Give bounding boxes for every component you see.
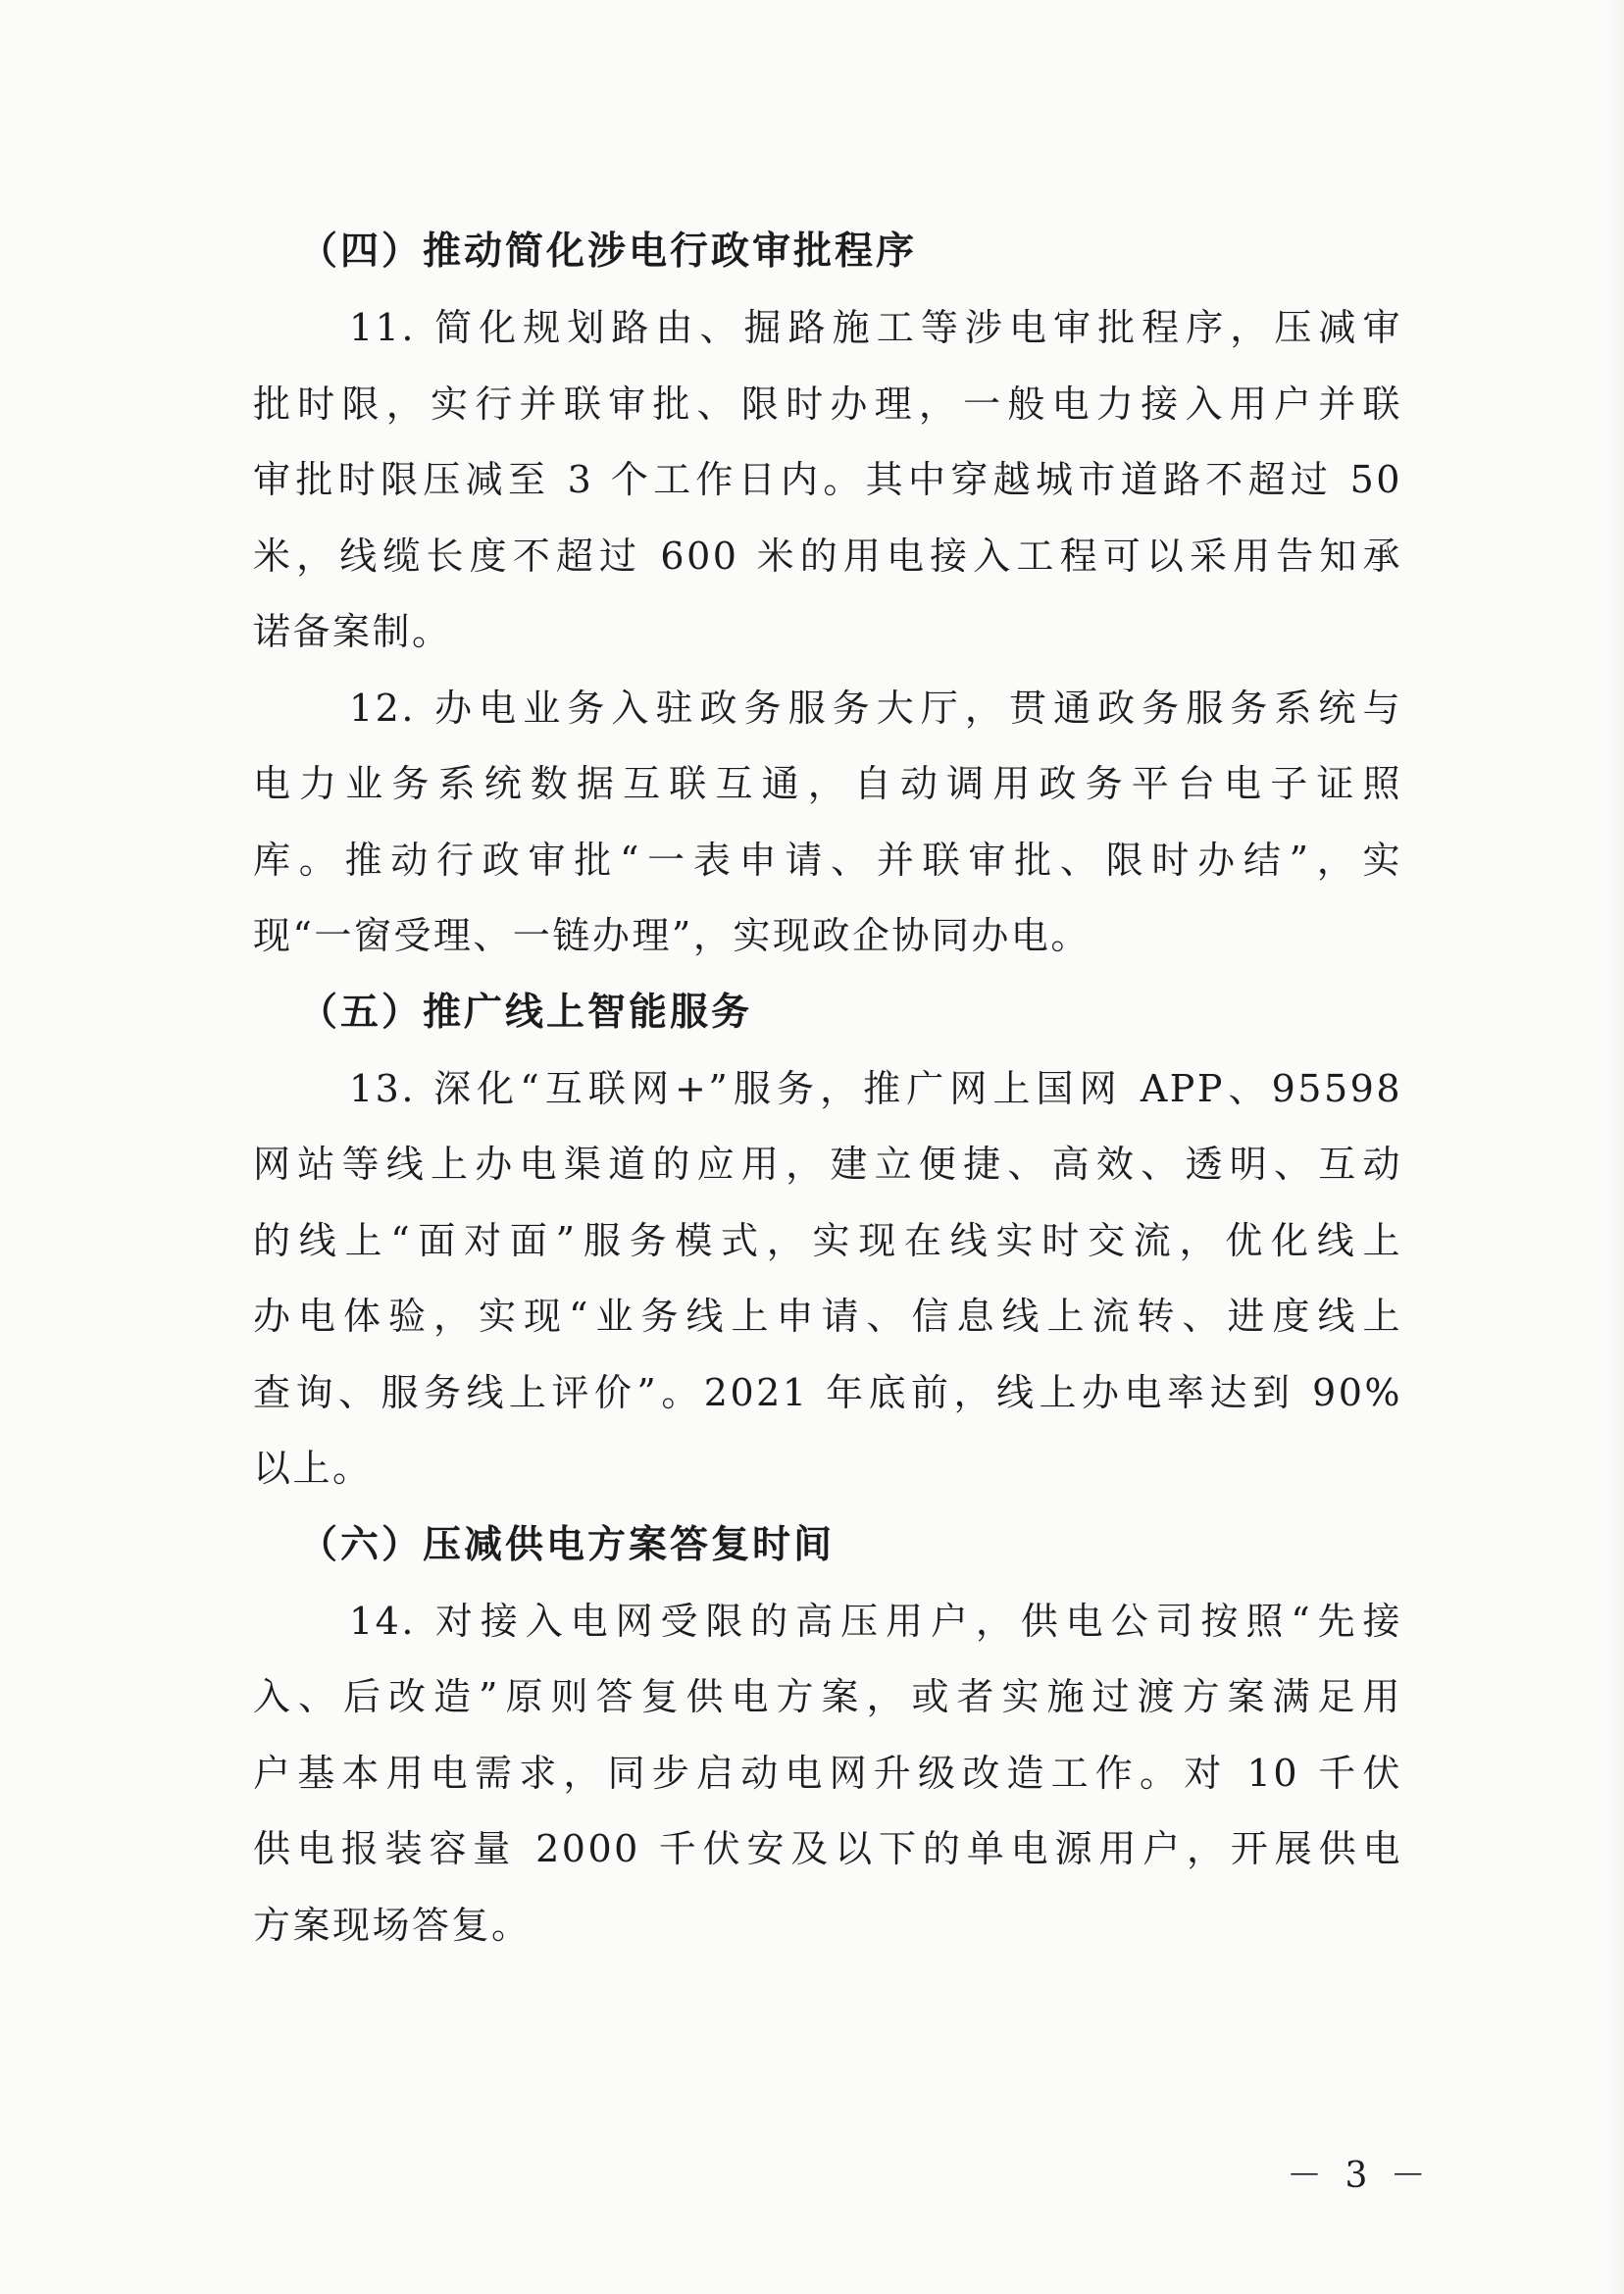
document-body — [253, 214, 1402, 1963]
paragraph-line: 供电报装容量 2000 千伏安及以下的单电源用户，开展供电 — [253, 1827, 1402, 1870]
page-edge-shadow — [1606, 0, 1624, 2294]
paragraph-line: 审批时限压减至 3 个工作日内。其中穿越城市道路不超过 50 — [253, 458, 1402, 501]
paragraph-14 — [253, 1584, 1402, 1964]
paragraph-line: 办电体验，实现“业务线上申请、信息线上流转、进度线上 — [253, 1295, 1402, 1338]
paragraph-line: 查询、服务线上评价”。2021 年底前，线上办电率达到 90% — [253, 1370, 1402, 1414]
paragraph-line: 12. 办电业务入驻政务服务大厅，贯通政务服务系统与 — [349, 686, 1402, 730]
paragraph-line: 网站等线上办电渠道的应用，建立便捷、高效、透明、互动 — [253, 1143, 1402, 1186]
paragraph-line: 以上。 — [253, 1447, 373, 1490]
section-heading-4: （四）推动简化涉电行政审批程序 — [299, 229, 918, 274]
paragraph-11 — [253, 290, 1402, 671]
section-heading-6: （六）压减供电方案答复时间 — [299, 1522, 836, 1567]
paragraph-line: 11. 简化规划路由、掘路施工等涉电审批程序，压减审 — [349, 306, 1402, 349]
paragraph-line: 诺备案制。 — [253, 610, 452, 653]
paragraph-line: 电力业务系统数据互联互通，自动调用政务平台电子证照 — [253, 762, 1402, 805]
paragraph-line: 户基本用电需求，同步启动电网升级改造工作。对 10 千伏 — [253, 1751, 1402, 1795]
paragraph-13 — [253, 1051, 1402, 1507]
paragraph-12 — [253, 671, 1402, 975]
paragraph-line: 批时限，实行并联审批、限时办理，一般电力接入用户并联 — [253, 382, 1402, 426]
page-number: － 3 － — [1287, 2156, 1432, 2196]
paragraph-line: 库。推动行政审批“一表申请、并联审批、限时办结”，实 — [253, 838, 1402, 882]
paragraph-line: 入、后改造”原则答复供电方案，或者实施过渡方案满足用 — [253, 1675, 1402, 1718]
section-heading-5: （五）推广线上智能服务 — [299, 990, 753, 1035]
paragraph-line: 14. 对接入电网受限的高压用户，供电公司按照“先接 — [349, 1599, 1402, 1643]
paragraph-line: 现“一窗受理、一链办理”，实现政企协同办电。 — [253, 914, 1091, 957]
paragraph-line: 13. 深化“互联网+”服务，推广网上国网 APP、95598 — [349, 1066, 1402, 1110]
paragraph-line: 的线上“面对面”服务模式，实现在线实时交流，优化线上 — [253, 1218, 1402, 1262]
paragraph-line: 米，线缆长度不超过 600 米的用电接入工程可以采用告知承 — [253, 534, 1402, 578]
paragraph-line: 方案现场答复。 — [253, 1903, 532, 1947]
